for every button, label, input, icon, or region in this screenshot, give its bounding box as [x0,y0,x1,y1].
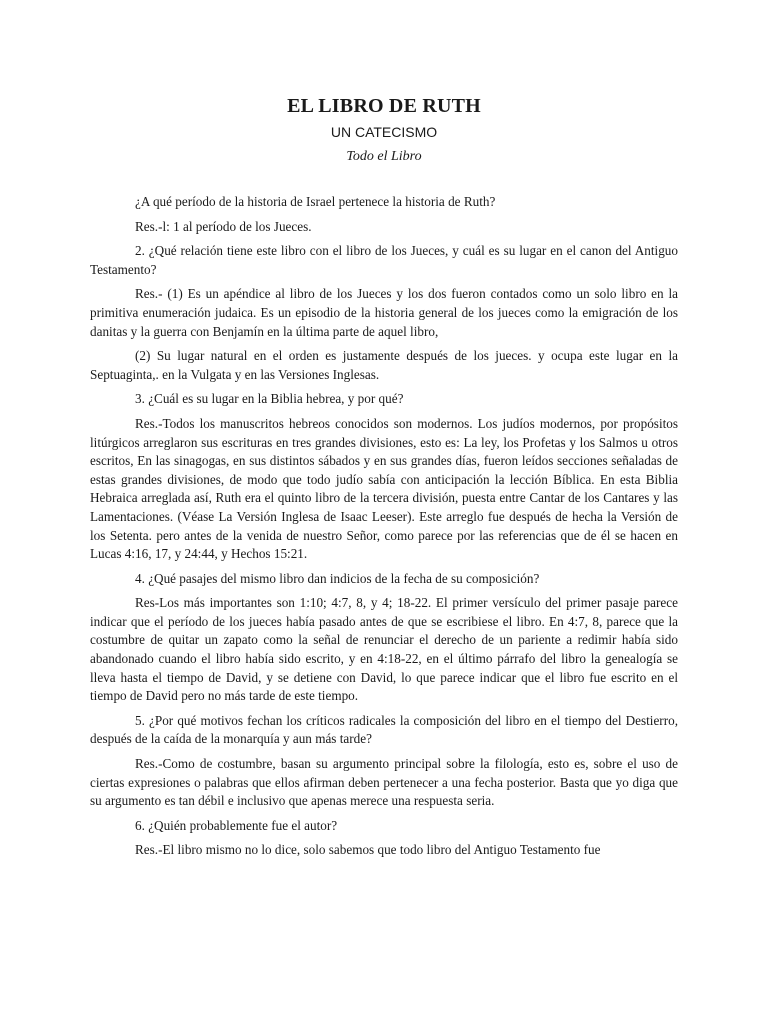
document-section-heading: Todo el Libro [346,149,422,164]
paragraph: ¿A qué período de la historia de Israel pertenece la historia de Ruth? [135,194,496,209]
paragraph: Res.-Todos los manuscritos hebreos conocidos son modernos. Los judíos modernos, por propósitos litúrgicos arreglaron sus escrituras en tres grandes divisiones, esto es: La ley, los Profetas y los Salmos u otros escritos, En las sinagogas, en sus distintos sábados y en sus grandes días, fueron leídos secciones señaladas de estas grandes divisiones, de modo que todo judío sabía con anticipación la lección Bíblica. En esta Biblia Hebraica arreglada así, Ruth era el quinto libro de la tercera división, puesta entre Cantar de los Cantares y las Lamentaciones. (Véase La Versión Inglesa de Isaac Leeser). Este arreglo fue después de hecha la Versión de los Setenta. pero antes de la venida de nuestro Señor, como parece por las referencias que de él se hacen en Lucas 4:16, 17, y 24:44, y Hechos 15:21. [90,415,678,562]
paragraph: 4. ¿Qué pasajes del mismo libro dan indicios de la fecha de su composición? [135,570,540,586]
document-page [90,94,678,866]
paragraph: 5. ¿Por qué motivos fechan los críticos radicales la composición del libro en el tiempo del Destierro, después de la caída de la monarquía y aun más tarde? [90,712,678,747]
paragraph: 3. ¿Cuál es su lugar en la Biblia hebrea, y por qué? [135,391,404,407]
paragraph: 2. ¿Qué relación tiene este libro con el libro de los Jueces, y cuál es su lugar en el canon del Antiguo Testamento? [90,243,678,277]
paragraph: Res.-El libro mismo no lo dice, solo sabemos que todo libro del Antiguo Testamento fue [135,842,601,858]
document-subtitle: UN CATECISMO [330,124,438,140]
paragraph: Res.-Como de costumbre, basan su argumento principal sobre la filología, esto es, sobre el uso de ciertas expresiones o palabras que ellos afirman deben pertenecer a una fecha posterior. Basta que yo diga que su argumento es tan débil e inclusivo que apenas merece una respuesta seria. [90,756,678,809]
paragraph: (2) Su lugar natural en el orden es justamente después de los jueces. y ocupa este lugar en la Septuaginta,. en la Vulgata y en las Versiones Inglesas. [90,348,678,382]
document-title: EL LIBRO DE RUTH [287,95,481,117]
paragraph: Res.- (1) Es un apéndice al libro de los Jueces y los dos fueron contados como un solo libro en la primitiva enumeración judaica. Es un episodio de la historia general de los jueces como la emigración de los danitas y la guerra con Benjamín en la última parte de aquel libro, [90,286,678,339]
paragraph: Res-Los más importantes son 1:10; 4:7, 8, y 4; 18-22. El primer versículo del primer pasaje parece indicar que el período de los jueces había pasado antes de que se escribiese el libro. En 4:7, 8, parece que la costumbre de quitar un zapato como la señal de renunciar el derecho de un pariente a redimir había sido abandonado cuando el libro había sido escrito, y en 4:18-22, en el último párrafo del libro la genealogía se lleva hasta el tiempo de David, y se detiene con David, lo que parece indicar que el libro fue escrito en el tiempo de David pero no más tarde de este tiempo. [90,595,678,704]
paragraph: Res.-l: 1 al período de los Jueces. [135,218,312,234]
paragraph: 6. ¿Quién probablemente fue el autor? [135,817,338,833]
